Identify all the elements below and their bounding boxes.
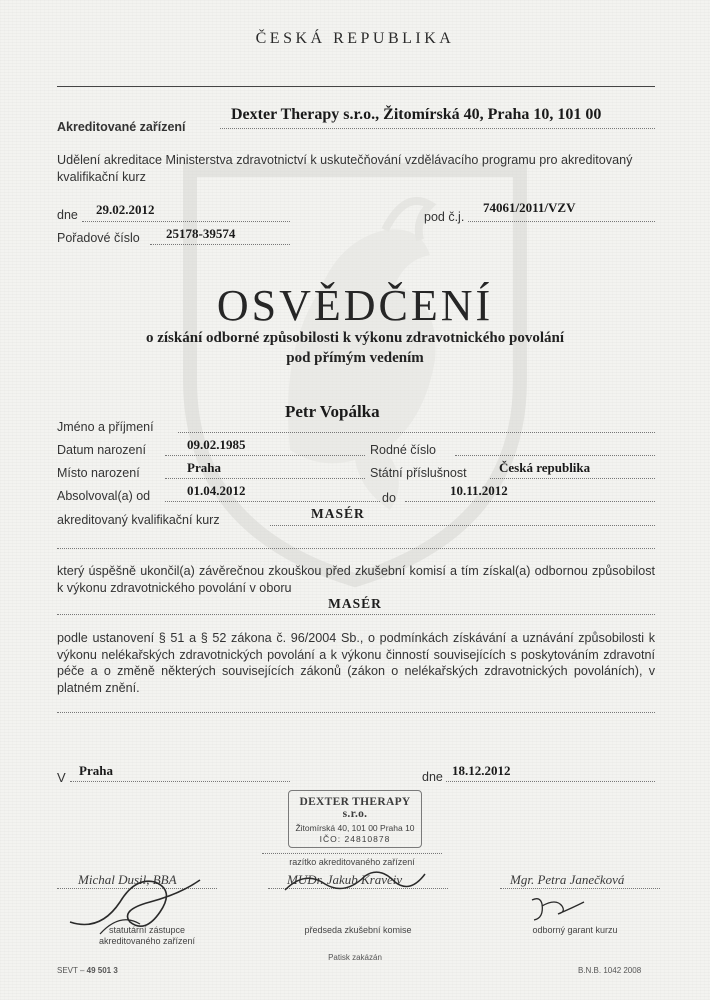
certificate-subtitle-line1: o získání odborné způsobilosti k výkonu zdravotnického povolání <box>145 330 564 346</box>
issue-date-label: dne <box>422 770 443 784</box>
attended-from-value: 01.04.2012 <box>187 483 246 498</box>
exam-paragraph: který úspěšně ukončil(a) závěrečnou zkouškou před zkušební komisí a tím získal(a) odbornou způsobilost k výkonu zdravotnického povolání v oboru <box>57 564 655 595</box>
serial-number-dotline <box>150 244 290 245</box>
middle-signatory-name: MUDr. Jakub Kraveiv <box>287 872 403 887</box>
citizenship-value: Česká republika <box>499 460 591 475</box>
accreditation-date-dotline <box>82 221 290 222</box>
birth-number-label: Rodné číslo <box>370 443 437 457</box>
left-caption-line1: statutární zástupce <box>108 925 186 935</box>
facility-dotline <box>220 128 655 129</box>
issue-place-label: V <box>57 770 66 785</box>
attended-to-value: 10.11.2012 <box>450 483 508 498</box>
course-dotline-2 <box>57 548 655 549</box>
accreditation-date-label: dne <box>57 208 78 222</box>
footer-center: Patisk zakázán <box>328 953 382 962</box>
birth-place-label: Místo narození <box>57 466 140 480</box>
citizenship-dotline <box>490 478 655 479</box>
country-title: ČESKÁ REPUBLIKA <box>255 30 455 47</box>
attended-to-dotline <box>405 501 655 502</box>
course-dotline <box>270 525 655 526</box>
accreditation-ref-label: pod č.j. <box>424 210 465 224</box>
left-signatory-name: Michal Dusil, BBA <box>78 872 177 887</box>
stamp-dotline <box>262 853 442 854</box>
middle-signature-icon <box>275 862 435 902</box>
name-value: Petr Vopálka <box>285 402 380 421</box>
facility-value: Dexter Therapy s.r.o., Žitomírská 40, Praha 10, 101 00 <box>231 106 602 123</box>
issue-date-dotline <box>446 781 655 782</box>
legal-dotline <box>57 712 655 713</box>
accreditation-date-value: 29.02.2012 <box>96 202 155 217</box>
field-dotline <box>57 614 655 615</box>
stamp-line1: DEXTER THERAPY s.r.o. <box>299 796 411 820</box>
field-value: MASÉR <box>328 596 382 611</box>
serial-number-value: 25178-39574 <box>166 226 236 241</box>
birth-place-dotline <box>165 478 365 479</box>
attended-to-label: do <box>382 491 396 505</box>
certificate-subtitle-line2: pod přímým vedením <box>286 350 424 366</box>
right-signature-dotline <box>500 888 660 889</box>
facility-stamp <box>288 790 422 848</box>
name-dotline <box>178 432 655 433</box>
serial-number-label: Pořadové číslo <box>57 231 140 245</box>
issue-date-value: 18.12.2012 <box>452 763 511 778</box>
accreditation-ref-value: 74061/2011/VZV <box>483 200 576 215</box>
footer-left-label: SEVT – <box>57 966 85 975</box>
state-emblem-watermark-icon <box>170 150 540 590</box>
stamp-line3: IČO: 24810878 <box>319 834 391 844</box>
attended-from-label: Absolvoval(a) od <box>57 489 151 503</box>
right-signatory-name: Mgr. Petra Janečková <box>510 872 625 887</box>
birth-number-dotline <box>455 455 655 456</box>
name-label: Jméno a příjmení <box>57 420 154 434</box>
citizenship-label: Státní příslušnost <box>370 466 467 480</box>
right-caption: odborný garant kurzu <box>532 925 618 935</box>
middle-caption: předseda zkušební komise <box>304 925 412 935</box>
birth-place-value: Praha <box>187 460 221 475</box>
footer-left-code: 49 501 3 <box>86 966 118 975</box>
left-caption-line2: akreditovaného zařízení <box>98 936 196 946</box>
stamp-line2: Žitomírská 40, 101 00 Praha 10 <box>295 823 415 833</box>
issue-place-value: Praha <box>79 763 113 778</box>
accreditation-intro: Udělení akreditace Ministerstva zdravotnictví k uskutečňování vzdělávacího programu pro akreditovaný kvalifikační kurz <box>57 153 633 184</box>
footer-left <box>57 966 118 975</box>
certificate-title: OSVĚDČENÍ <box>216 281 494 330</box>
course-value: MASÉR <box>311 506 365 521</box>
accreditation-ref-dotline <box>468 221 655 222</box>
top-rule <box>57 86 655 87</box>
right-signature-icon <box>522 892 592 928</box>
attended-from-dotline <box>165 501 380 502</box>
stamp-caption: razítko akreditovaného zařízení <box>289 857 415 867</box>
birth-date-label: Datum narození <box>57 443 146 457</box>
birth-date-value: 09.02.1985 <box>187 437 246 452</box>
birth-date-dotline <box>165 455 365 456</box>
course-label: akreditovaný kvalifikační kurz <box>57 513 220 527</box>
footer-right: B.N.B. 1042 2008 <box>578 966 642 975</box>
facility-label: Akreditované zařízení <box>57 120 186 134</box>
legal-paragraph: podle ustanovení § 51 a § 52 zákona č. 96/2004 Sb., o podmínkách získávání a uznávání způsobilosti k výkonu nelékařských zdravotnických povolání a k výkonu činností souvisejících s poskytováním zdravotní péče a o změně některých souvisejících zákonů (zákon o nelékařských zdravotnických povoláních), v platném znění. <box>57 631 655 695</box>
issue-place-dotline <box>70 781 290 782</box>
